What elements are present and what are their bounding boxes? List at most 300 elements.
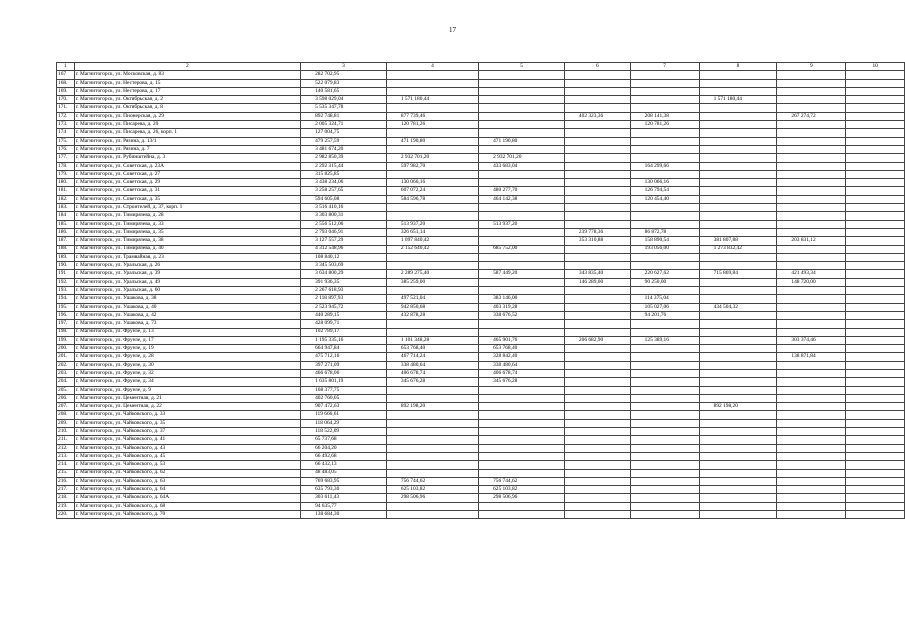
cost-col-4-cell: 298 506,96	[386, 494, 478, 502]
total-cost-cell: 108 840,12	[301, 253, 387, 261]
cost-col-5-cell	[479, 411, 565, 419]
cost-col-8-cell	[699, 154, 777, 162]
cost-col-6-cell	[564, 121, 630, 129]
address-cell: г. Магнитогорск, ул. Советская, д. 23А	[74, 162, 300, 170]
cost-col-5-cell: 465 901,76	[479, 336, 565, 344]
row-number-cell: 168.	[57, 79, 75, 87]
cost-col-4-cell: 2 932 701,20	[386, 154, 478, 162]
cost-col-5-cell: 756 744,62	[479, 477, 565, 485]
row-number-cell: 216.	[57, 477, 75, 485]
cost-col-10-cell	[846, 394, 905, 402]
address-cell: г. Магнитогорск, ул. Рязина, д. 13/1	[74, 137, 300, 145]
cost-col-6-cell	[564, 345, 630, 353]
row-number-cell: 181.	[57, 187, 75, 195]
cost-col-6-cell	[564, 361, 630, 369]
cost-col-4-cell: 892 198,20	[386, 403, 478, 411]
cost-col-8-cell	[699, 353, 777, 361]
cost-col-5-cell	[479, 104, 565, 112]
cost-col-10-cell	[846, 245, 905, 253]
cost-col-9-cell	[777, 121, 846, 129]
cost-col-5-cell	[479, 386, 565, 394]
cost-col-10-cell	[846, 129, 905, 137]
cost-col-4-cell	[386, 71, 478, 79]
address-cell: г. Магнитогорск, ул. Чайковского, д. 43	[74, 444, 300, 452]
row-number-cell: 211.	[57, 436, 75, 444]
cost-col-6-cell	[564, 502, 630, 510]
cost-col-9-cell	[777, 295, 846, 303]
cost-col-9-cell	[777, 378, 846, 386]
cost-col-7-cell: 120 454,40	[630, 195, 699, 203]
cost-col-9-cell	[777, 228, 846, 236]
table-row	[57, 345, 905, 353]
cost-col-8-cell	[699, 486, 777, 494]
cost-col-9-cell	[777, 104, 846, 112]
cost-col-5-cell	[479, 87, 565, 95]
cost-col-4-cell	[386, 461, 478, 469]
cost-col-5-cell	[479, 262, 565, 270]
table-row	[57, 303, 905, 311]
cost-col-5-cell	[479, 71, 565, 79]
cost-col-7-cell	[630, 444, 699, 452]
cost-col-9-cell: 138 871,84	[777, 353, 846, 361]
row-number-cell: 176.	[57, 145, 75, 153]
cost-col-5-cell	[479, 96, 565, 104]
row-number-cell: 197.	[57, 320, 75, 328]
cost-col-5-cell	[479, 204, 565, 212]
total-cost-cell: 3 438 234,06	[301, 179, 387, 187]
cost-col-7-cell	[630, 378, 699, 386]
cost-col-8-cell	[699, 311, 777, 319]
row-number-cell: 178.	[57, 162, 75, 170]
address-cell: г. Магнитогорск, ул. Чайковского, д. 35	[74, 419, 300, 427]
cost-col-9-cell	[777, 386, 846, 394]
address-cell: г. Магнитогорск, ул. Чайковского, д. 37	[74, 428, 300, 436]
row-number-cell: 177.	[57, 154, 75, 162]
cost-col-7-cell	[630, 253, 699, 261]
cost-col-4-cell	[386, 170, 478, 178]
total-cost-cell: 391 936,35	[301, 278, 387, 286]
address-cell: г. Магнитогорск, ул. Пионерская, д. 29	[74, 112, 300, 120]
cost-col-8-cell: 1 273 832,42	[699, 245, 777, 253]
address-cell: г. Магнитогорск, ул. Фрунзе, д. 19	[74, 345, 300, 353]
cost-col-5-cell: 464 142,38	[479, 195, 565, 203]
total-cost-cell: 66 492,68	[301, 452, 387, 460]
cost-col-8-cell	[699, 361, 777, 369]
address-cell: г. Магнитогорск, ул. Тимирязева, д. 28	[74, 212, 300, 220]
total-cost-cell: 118 064,29	[301, 419, 387, 427]
address-cell: г. Магнитогорск, ул. Писарева, д. 26, корп. 1	[74, 129, 300, 137]
cost-col-5-cell	[479, 253, 565, 261]
cost-col-8-cell	[699, 170, 777, 178]
address-cell: г. Магнитогорск, ул. Советская, д. 31	[74, 187, 300, 195]
address-cell: г. Магнитогорск, ул. Фрунзе, д. 28	[74, 353, 300, 361]
cost-col-8-cell	[699, 428, 777, 436]
table-row	[57, 394, 905, 402]
cost-col-8-cell: 1 571 180,44	[699, 96, 777, 104]
row-number-cell: 194.	[57, 295, 75, 303]
table-row	[57, 112, 905, 120]
cost-col-6-cell	[564, 469, 630, 477]
cost-col-8-cell	[699, 328, 777, 336]
table-row	[57, 187, 905, 195]
cost-col-7-cell	[630, 170, 699, 178]
cost-col-4-cell: 584 596,78	[386, 195, 478, 203]
address-cell: г. Магнитогорск, ул. Октябрьская, д. 2	[74, 96, 300, 104]
cost-col-9-cell	[777, 162, 846, 170]
cost-col-6-cell	[564, 444, 630, 452]
cost-col-6-cell	[564, 262, 630, 270]
cost-col-10-cell	[846, 228, 905, 236]
row-number-cell: 192.	[57, 278, 75, 286]
cost-col-5-cell: 513 937,20	[479, 220, 565, 228]
address-cell: г. Магнитогорск, ул. Тимирязева, д. 38	[74, 237, 300, 245]
cost-col-9-cell	[777, 320, 846, 328]
cost-col-4-cell: 471 190,80	[386, 137, 478, 145]
cost-col-4-cell: 625 103,82	[386, 486, 478, 494]
cost-col-10-cell	[846, 154, 905, 162]
data-table	[56, 62, 905, 519]
total-cost-cell: 5 535 347,78	[301, 104, 387, 112]
cost-col-10-cell	[846, 121, 905, 129]
address-cell: г. Магнитогорск, ул. Тимирязева, д. 40	[74, 245, 300, 253]
table-row	[57, 311, 905, 319]
cost-col-8-cell	[699, 87, 777, 95]
cost-col-7-cell	[630, 461, 699, 469]
table-row	[57, 121, 905, 129]
row-number-cell: 185.	[57, 220, 75, 228]
cost-col-8-cell	[699, 137, 777, 145]
total-cost-cell: 4 312 548,96	[301, 245, 387, 253]
cost-col-4-cell: 513 937,20	[386, 220, 478, 228]
cost-col-10-cell	[846, 361, 905, 369]
cost-col-4-cell	[386, 287, 478, 295]
cost-col-7-cell: 220 627,62	[630, 270, 699, 278]
cost-col-6-cell	[564, 220, 630, 228]
total-cost-cell: 66 204,20	[301, 444, 387, 452]
table-row	[57, 461, 905, 469]
cost-col-7-cell	[630, 511, 699, 519]
table-row	[57, 162, 905, 170]
table-row	[57, 386, 905, 394]
cost-col-5-cell	[479, 436, 565, 444]
address-cell: г. Магнитогорск, ул. Чайковского, д. 41	[74, 436, 300, 444]
cost-col-5-cell	[479, 121, 565, 129]
cost-col-10-cell	[846, 511, 905, 519]
row-number-cell: 198.	[57, 328, 75, 336]
cost-col-5-cell: 406 678,74	[479, 369, 565, 377]
row-number-cell: 191	[57, 270, 75, 278]
cost-col-10-cell	[846, 353, 905, 361]
cost-col-8-cell	[699, 112, 777, 120]
cost-col-4-cell: 756 744,62	[386, 477, 478, 485]
table-row	[57, 428, 905, 436]
cost-col-5-cell	[479, 428, 565, 436]
cost-col-8-cell	[699, 386, 777, 394]
total-cost-cell: 3 303 800,31	[301, 212, 387, 220]
table-row	[57, 270, 905, 278]
cost-col-10-cell	[846, 179, 905, 187]
cost-col-7-cell	[630, 71, 699, 79]
address-cell: г. Магнитогорск, ул. Чайковского, д. 70	[74, 511, 300, 519]
total-cost-cell: 594 605,08	[301, 195, 387, 203]
cost-col-10-cell	[846, 253, 905, 261]
address-cell: г. Магнитогорск, ул. Уральская, д. 39	[74, 270, 300, 278]
cost-col-8-cell	[699, 179, 777, 187]
table-row	[57, 104, 905, 112]
address-cell: г. Магнитогорск, ул. Чайковского, д. 53	[74, 461, 300, 469]
cost-col-5-cell	[479, 79, 565, 87]
row-number-cell: 193.	[57, 287, 75, 295]
cost-col-10-cell	[846, 278, 905, 286]
cost-col-9-cell	[777, 311, 846, 319]
address-cell: г. Магнитогорск, ул. Ушакова, д. 42	[74, 311, 300, 319]
cost-col-8-cell: 434 504,32	[699, 303, 777, 311]
cost-col-9-cell	[777, 328, 846, 336]
cost-col-10-cell	[846, 195, 905, 203]
cost-col-10-cell	[846, 220, 905, 228]
cost-col-5-cell	[479, 502, 565, 510]
cost-col-4-cell	[386, 386, 478, 394]
cost-col-9-cell	[777, 394, 846, 402]
cost-col-10-cell	[846, 262, 905, 270]
address-cell: г. Магнитогорск, ул. Чайковского, д. 64А	[74, 494, 300, 502]
total-cost-cell: 48 483,05	[301, 469, 387, 477]
cost-col-7-cell	[630, 328, 699, 336]
cost-col-10-cell	[846, 87, 905, 95]
row-number-cell: 199.	[57, 336, 75, 344]
address-cell: г. Магнитогорск, ул. Чайковского, д. 33	[74, 411, 300, 419]
cost-col-6-cell	[564, 71, 630, 79]
table-row	[57, 378, 905, 386]
row-number-cell: 187.	[57, 237, 75, 245]
row-number-cell: 209.	[57, 419, 75, 427]
row-number-cell: 171.	[57, 104, 75, 112]
cost-col-7-cell	[630, 477, 699, 485]
cost-col-9-cell	[777, 253, 846, 261]
cost-col-5-cell: 2 932 701,20	[479, 154, 565, 162]
total-cost-cell: 1 635 801,19	[301, 378, 387, 386]
cost-col-10-cell	[846, 477, 905, 485]
cost-col-6-cell	[564, 436, 630, 444]
cost-col-5-cell: 685 752,00	[479, 245, 565, 253]
cost-col-9-cell: 303 374,46	[777, 336, 846, 344]
table-row	[57, 411, 905, 419]
total-cost-cell: 2 267 618,93	[301, 287, 387, 295]
cost-col-4-cell: 338 480,64	[386, 361, 478, 369]
total-cost-cell: 65 737,68	[301, 436, 387, 444]
cost-col-8-cell	[699, 228, 777, 236]
cost-col-7-cell	[630, 145, 699, 153]
cost-col-6-cell	[564, 461, 630, 469]
cost-col-9-cell	[777, 361, 846, 369]
cost-col-4-cell	[386, 411, 478, 419]
address-cell: г. Магнитогорск, ул. Тимирязева, д. 35	[74, 228, 300, 236]
cost-col-5-cell: 328 842,40	[479, 353, 565, 361]
table-row	[57, 145, 905, 153]
cost-col-6-cell	[564, 394, 630, 402]
cost-col-6-cell	[564, 295, 630, 303]
cost-col-7-cell: 120 781,26	[630, 121, 699, 129]
page-number: 17	[449, 26, 456, 34]
address-cell: г. Магнитогорск, ул. Чайковского, д. 45	[74, 452, 300, 460]
row-number-cell: 203.	[57, 369, 75, 377]
row-number-cell: 213.	[57, 452, 75, 460]
cost-col-4-cell: 2 152 640,42	[386, 245, 478, 253]
cost-col-6-cell	[564, 212, 630, 220]
table-row	[57, 452, 905, 460]
total-cost-cell: 2 793 046,91	[301, 228, 387, 236]
cost-col-8-cell	[699, 295, 777, 303]
cost-col-6-cell	[564, 104, 630, 112]
row-number-cell: 207.	[57, 403, 75, 411]
cost-col-6-cell	[564, 428, 630, 436]
cost-col-6-cell: 206 682,90	[564, 336, 630, 344]
cost-col-4-cell	[386, 320, 478, 328]
header-cell: 6	[564, 63, 630, 71]
table-row	[57, 469, 905, 477]
total-cost-cell: 479 257,59	[301, 137, 387, 145]
cost-col-9-cell	[777, 220, 846, 228]
address-cell: г. Магнитогорск, ул. Ушакова, д. 38	[74, 295, 300, 303]
table-row	[57, 253, 905, 261]
cost-col-6-cell	[564, 353, 630, 361]
cost-col-6-cell	[564, 187, 630, 195]
header-cell: 3	[301, 63, 387, 71]
cost-col-9-cell	[777, 204, 846, 212]
cost-col-8-cell	[699, 220, 777, 228]
cost-col-6-cell: 353 310,88	[564, 237, 630, 245]
cost-col-5-cell	[479, 469, 565, 477]
table-row	[57, 129, 905, 137]
cost-col-6-cell	[564, 369, 630, 377]
cost-col-9-cell	[777, 187, 846, 195]
cost-col-8-cell: 381 807,88	[699, 237, 777, 245]
table-row	[57, 486, 905, 494]
cost-col-8-cell	[699, 452, 777, 460]
cost-col-9-cell	[777, 287, 846, 295]
total-cost-cell: 138 684,30	[301, 511, 387, 519]
cost-col-4-cell	[386, 394, 478, 402]
total-cost-cell: 428 099,71	[301, 320, 387, 328]
total-cost-cell: 303 611,43	[301, 494, 387, 502]
cost-col-8-cell	[699, 162, 777, 170]
total-cost-cell: 892 748,81	[301, 112, 387, 120]
row-number-cell: 183.	[57, 204, 75, 212]
cost-col-7-cell	[630, 204, 699, 212]
cost-col-8-cell	[699, 71, 777, 79]
cost-col-8-cell	[699, 195, 777, 203]
cost-col-10-cell	[846, 270, 905, 278]
total-cost-cell: 3 516 410,16	[301, 204, 387, 212]
total-cost-cell: 769 683,95	[301, 477, 387, 485]
cost-col-8-cell	[699, 336, 777, 344]
cost-col-9-cell	[777, 170, 846, 178]
row-number-cell: 204.	[57, 378, 75, 386]
address-cell: г. Магнитогорск, ул. Фрунзе, д. 32	[74, 369, 300, 377]
address-cell: г. Магнитогорск, ул. Рязина, д. 7	[74, 145, 300, 153]
cost-col-7-cell: 90 250,00	[630, 278, 699, 286]
total-cost-cell: 402 760,05	[301, 394, 387, 402]
total-cost-cell: 466 678,06	[301, 369, 387, 377]
table-row	[57, 71, 905, 79]
row-number-cell: 189.	[57, 253, 75, 261]
address-cell: г. Магнитогорск, ул. Фрунзе, д. 9	[74, 386, 300, 394]
cost-col-9-cell	[777, 369, 846, 377]
total-cost-cell: 140 581,65	[301, 87, 387, 95]
table-header-row	[57, 63, 905, 71]
cost-col-9-cell	[777, 477, 846, 485]
cost-col-6-cell	[564, 162, 630, 170]
total-cost-cell: 127 004,75	[301, 129, 387, 137]
row-number-cell: 190.	[57, 262, 75, 270]
cost-col-8-cell	[699, 461, 777, 469]
cost-col-4-cell: 120 781,26	[386, 121, 478, 129]
cost-col-4-cell	[386, 436, 478, 444]
cost-col-10-cell	[846, 320, 905, 328]
cost-col-6-cell	[564, 154, 630, 162]
cost-col-6-cell	[564, 320, 630, 328]
cost-col-10-cell	[846, 411, 905, 419]
row-number-cell: 212.	[57, 444, 75, 452]
cost-col-7-cell: 105 027,06	[630, 303, 699, 311]
row-number-cell: 219.	[57, 502, 75, 510]
cost-col-9-cell	[777, 444, 846, 452]
total-cost-cell: 2 118 897,93	[301, 295, 387, 303]
cost-col-8-cell	[699, 477, 777, 485]
cost-col-8-cell	[699, 104, 777, 112]
header-cell: 2	[74, 63, 300, 71]
row-number-cell: 206.	[57, 394, 75, 402]
address-cell: г. Магнитогорск, ул. Ушакова, д. 73	[74, 320, 300, 328]
cost-col-6-cell: 146 289,00	[564, 278, 630, 286]
address-cell: г. Магнитогорск, ул. Цементная, д. 21	[74, 394, 300, 402]
cost-col-9-cell	[777, 494, 846, 502]
row-number-cell: 214.	[57, 461, 75, 469]
cost-col-7-cell	[630, 104, 699, 112]
cost-col-5-cell: 471 190,80	[479, 137, 565, 145]
cost-col-7-cell: 126 794,54	[630, 187, 699, 195]
cost-col-8-cell	[699, 419, 777, 427]
table-row	[57, 328, 905, 336]
cost-col-6-cell	[564, 378, 630, 386]
cost-col-8-cell	[699, 278, 777, 286]
cost-col-5-cell	[479, 145, 565, 153]
cost-col-7-cell	[630, 353, 699, 361]
cost-col-7-cell	[630, 428, 699, 436]
row-number-cell: 200.	[57, 345, 75, 353]
cost-col-5-cell	[479, 228, 565, 236]
header-cell: 8	[699, 63, 777, 71]
cost-col-8-cell	[699, 502, 777, 510]
address-cell: г. Магнитогорск, ул. Рубинштейна, д. 3	[74, 154, 300, 162]
table-row	[57, 419, 905, 427]
cost-col-10-cell	[846, 204, 905, 212]
row-number-cell: 167	[57, 71, 75, 79]
cost-col-8-cell	[699, 79, 777, 87]
cost-col-5-cell	[479, 112, 565, 120]
cost-col-4-cell: 942 850,68	[386, 303, 478, 311]
total-cost-cell: 315 825,85	[301, 170, 387, 178]
cost-col-8-cell	[699, 287, 777, 295]
cost-col-9-cell	[777, 245, 846, 253]
cost-col-10-cell	[846, 187, 905, 195]
cost-col-9-cell	[777, 303, 846, 311]
row-number-cell: 180.	[57, 179, 75, 187]
cost-col-9-cell	[777, 345, 846, 353]
cost-col-4-cell	[386, 262, 478, 270]
row-number-cell: 169.	[57, 87, 75, 95]
cost-col-9-cell	[777, 461, 846, 469]
